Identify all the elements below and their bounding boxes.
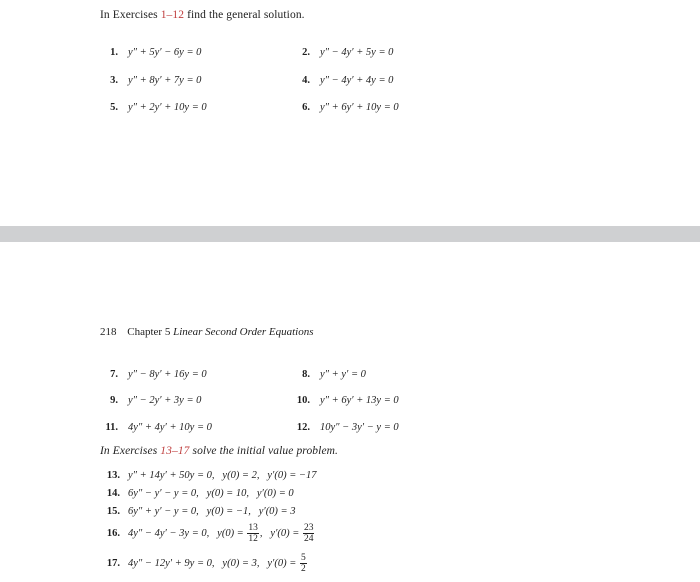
exercise-6: 6. y″ + 6y′ + 10y = 0 [302,102,399,113]
exercise-1: 1. y″ + 5y′ − 6y = 0 [110,47,202,58]
exercise-10: 10. y″ + 6y′ + 13y = 0 [296,395,399,406]
exercise-8: 8. y″ + y′ = 0 [302,369,366,380]
exercise-17: 17. 4y″ − 12y′ + 9y = 0, y(0) = 3, y′(0) = $\frac{5}{2}$ [106,553,306,574]
fraction-13-12: $\frac{13}{12}$ [248,523,258,544]
exercise-5: 5. y″ + 2y′ + 10y = 0 [110,102,207,113]
exercise-15: 15. 6y″ + y′ − y = 0, y(0) = −1, y′(0) = 3 [106,506,296,517]
exercise-instruction: In Exercises 1–12 find the general solution. [100,9,305,21]
exercise-14: 14. 6y″ − y′ − y = 0, y(0) = 10, y′(0) = 0 [106,488,294,499]
exercise-16: 16. 4y″ − 4y′ − 3y = 0, y(0) = $\frac{13}{12}$ , y′(0) = $\frac{23}{24}$ [106,523,314,544]
exercise-4: 4. y″ − 4y′ + 4y = 0 [302,75,394,86]
page-number: 218 [100,326,117,338]
exercise-13: 13. y″ + 14y′ + 50y = 0, y(0) = 2, y′(0) = −17 [106,470,317,481]
page-bottom [0,242,700,582]
fraction-23-24: $\frac{23}{24}$ [303,523,314,544]
exercise-12: 12. 10y″ − 3y′ − y = 0 [296,422,399,433]
exercise-7: 7. y″ − 8y′ + 16y = 0 [110,369,207,380]
chapter-label: Chapter 5 [127,326,171,338]
fraction-5-2: $\frac{5}{2}$ [300,553,306,574]
exercise-9: 9. y″ − 2y′ + 3y = 0 [110,395,202,406]
exercise-2: 2. y″ − 4y′ + 5y = 0 [302,47,394,58]
exercise-3: 3. y″ + 8y′ + 7y = 0 [110,75,202,86]
ivp-instruction: In Exercises 13–17 solve the initial value problem. [100,445,339,457]
page-top [0,0,700,226]
ivp-range-link[interactable]: 13–17 [160,445,190,457]
running-header [100,326,314,338]
page-divider [0,226,700,242]
chapter-title: Linear Second Order Equations [173,326,314,338]
exercise-11: 11. 4y″ + 4y′ + 10y = 0 [105,422,212,433]
exercise-range-link[interactable]: 1–12 [160,9,185,21]
